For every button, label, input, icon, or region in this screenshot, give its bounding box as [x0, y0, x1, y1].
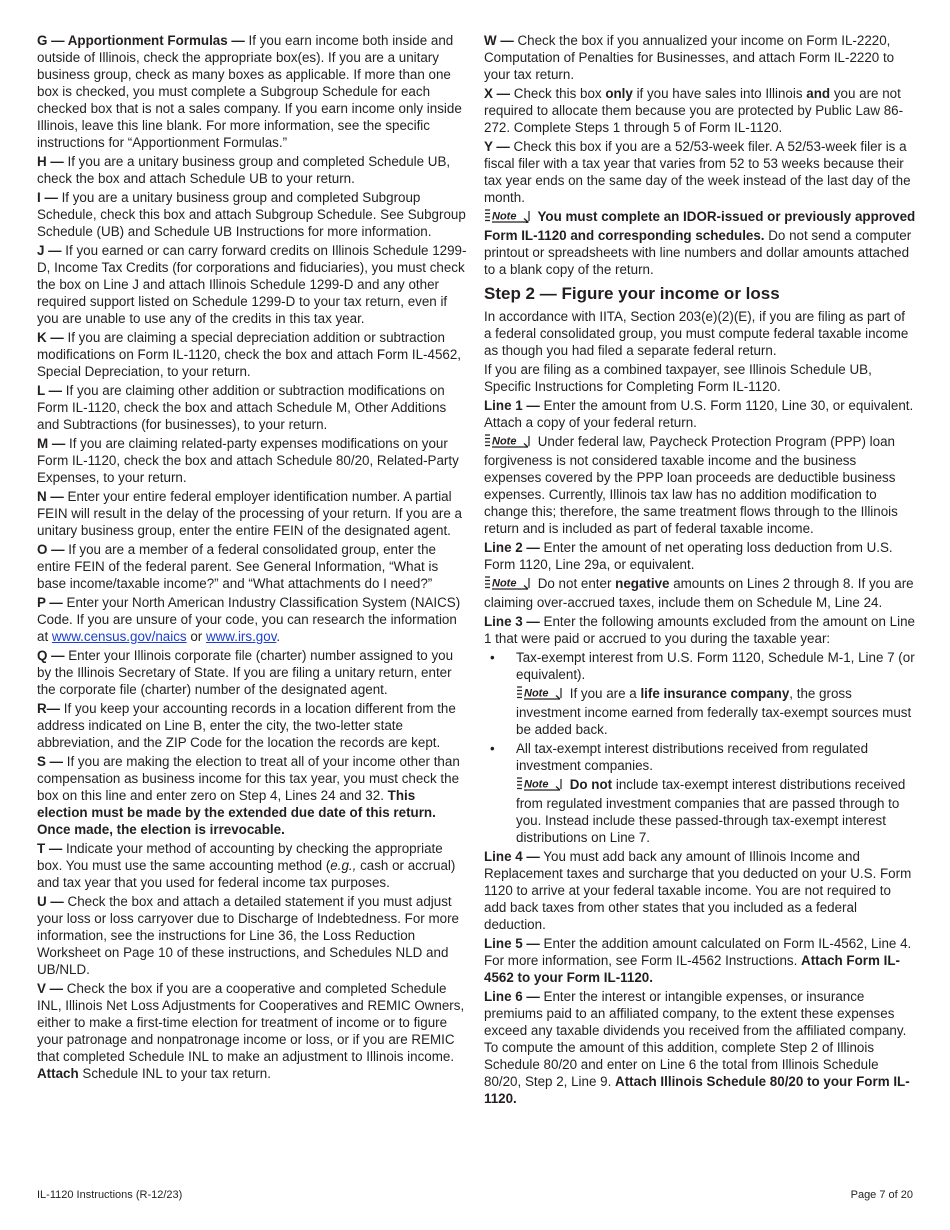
line-s-paragraph: S — If you are making the election to treat all of your income other than compensation as business income for this tax year, you must check the box on this line and enter zero on Step 4, Lines 24 and 32. This election must be made by the extended due date of this return. Once made, the election is irrevocable.: [37, 754, 460, 837]
line-q-paragraph: Q — Enter your Illinois corporate file (charter) number assigned to you by the Illinois Secretary of State. If you are filing a unitary return, enter the corporate file (charter) number of the designated agent.: [37, 648, 454, 697]
footer-page-number: Page 7 of 20: [850, 1189, 913, 1201]
step-2-combined: If you are filing as a combined taxpayer, see Illinois Schedule UB, Specific Instructions for Completing Form IL-1120.: [484, 362, 872, 394]
bullet: •: [490, 741, 495, 756]
list-item: • All tax-exempt interest distributions received from regulated investment companies. Note Do not include tax-exempt interest distributions received from regulated investment companies that are passed through to you. Instead include these passed-through tax-exempt interest distributions on Line 7.: [484, 740, 916, 846]
line-y-paragraph: Y — Check this box if you are a 52/53-week filer. A 52/53-week filer is a fiscal filer with a tax year that varies from 52 to 53 weeks because their tax year ends on the same day of the week instead of the last day of the month.: [484, 139, 911, 205]
line-o-paragraph: O — If you are a member of a federal consolidated group, enter the entire FEIN of the federal parent. See General Information, “What is base income/taxable income?” and “What attachments do I need?”: [37, 542, 439, 591]
line-u-paragraph: U — Check the box and attach a detailed statement if you must adjust your loss or loss carryover due to Discharge of Indebtedness. For more information, see the instructions for Line 36, the Loss Reduction Worksheet on Page 10 of these instructions, and Schedules NLD and UB/NLD.: [37, 894, 459, 977]
line-l-paragraph: L — If you are claiming other addition or subtraction modifications on Form IL-1120, check the box and attach Schedule M, Other Additions and Subtractions (for businesses), to your return.: [37, 383, 447, 432]
line-h-paragraph: H — If you are a unitary business group and completed Schedule UB, check the box and attach Schedule UB to your return.: [37, 154, 451, 186]
note-icon: [516, 777, 564, 795]
line-1-paragraph: Line 1 — Enter the amount from U.S. Form 1120, Line 30, or equivalent. Attach a copy of your federal return.: [484, 398, 914, 430]
line-j-paragraph: J — If you earned or can carry forward credits on Illinois Schedule 1299-D, Income Tax Credits (for corporations and fiduciaries), you must check the box on Line J and attach Illinois Schedule 1299-D and any other required support listed on Schedule 1299-D to your tax return, even if you are unable to use any of the credits in this tax year.: [37, 243, 467, 326]
line-i-paragraph: I — If you are a unitary business group and completed Subgroup Schedule, check this box and attach Subgroup Schedule. See Subgroup Schedule (UB) and Schedule UB Instructions for more information.: [37, 190, 466, 239]
step-2-heading: Step 2 — Figure your income or loss: [484, 284, 780, 303]
bullet: •: [490, 650, 495, 665]
right-column: [484, 32, 916, 1109]
svg-text:Note: Note: [492, 577, 517, 590]
line-v-paragraph: V — Check the box if you are a cooperative and completed Schedule INL, Illinois Net Loss Adjustments for Cooperatives and REMIC Owners, either to make a first-time election for treatment of income or to figure your patronage and nonpatronage income or loss, or if you are REMIC that completed Schedule INL to make an adjustment to Illinois income. Attach Schedule INL to your tax return.: [37, 981, 465, 1081]
note-negative: Note Do not enter negative amounts on Lines 2 through 8. If you are claiming over-accrued taxes, include them on Schedule M, Line 24.: [484, 576, 914, 610]
note-ppp: Note Under federal law, Paycheck Protection Program (PPP) loan forgiveness is not considered taxable income and the business expenses covered by the PPP loan proceeds are deductible business expenses. Currently, Illinois tax law has no addition modification to change this; therefore, the same treatment flows through to the Illinois return and is included as part of federal taxable income.: [484, 434, 898, 536]
line-3-list: [484, 649, 916, 846]
line-x-paragraph: X — Check this box only if you have sales into Illinois and you are not required to allocate them because you are protected by Public Law 86-272. Complete Steps 1 through 5 of Form IL-1120.: [484, 86, 904, 135]
note-life-insurance: Note If you are a life insurance company, the gross investment income earned from federally tax-exempt sources must be added back.: [516, 686, 912, 737]
note-passed-through: Note Do not include tax-exempt interest distributions received from regulated investment companies that are passed through to you. Instead include these passed-through tax-exempt interest distributions on Line 7.: [516, 777, 906, 845]
step-2-intro: In accordance with IITA, Section 203(e)(2)(E), if you are filing as part of a federal consolidated group, you must compute federal taxable income as though you had filed a separate federal return.: [484, 309, 909, 358]
irs-gov-link[interactable]: www.irs.gov: [205, 629, 277, 644]
svg-text:Note: Note: [524, 687, 549, 700]
line-5-paragraph: Line 5 — Enter the addition amount calculated on Form IL-4562, Line 4. For more information, see Form IL-4562 Instructions. Attach Form IL-4562 to your Form IL-1120.: [484, 936, 912, 985]
note-icon: [484, 434, 532, 452]
list-item: • Tax-exempt interest from U.S. Form 1120, Schedule M-1, Line 7 (or equivalent). Note If you are a life insurance company, the gross investment income earned from federally tax-exempt sources must be added back.: [490, 650, 915, 737]
line-2-paragraph: Line 2 — Enter the amount of net operating loss deduction from U.S. Form 1120, Line 29a, or equivalent.: [484, 540, 893, 572]
line-t-paragraph: T — Indicate your method of accounting by checking the appropriate box. You must use the same accounting method (e.g., cash or accrual) and tax year that you used for federal income tax purposes.: [37, 841, 456, 890]
line-4-paragraph: Line 4 — You must add back any amount of Illinois Income and Replacement taxes and surcharge that you deducted on your U.S. Form 1120 to arrive at your federal taxable income. You are not required to add back taxes from other states that you included as a federal deduction.: [484, 849, 912, 932]
census-naics-link[interactable]: www.census.gov/naics: [51, 629, 187, 644]
line-n-paragraph: N — Enter your entire federal employer identification number. A partial FEIN will result in the delay of the processing of your return. If you are a unitary business group, enter the entire FEIN of the designated agent.: [37, 489, 462, 538]
line-w-paragraph: W — Check the box if you annualized your income on Form IL-2220, Computation of Penalties for Businesses, and attach Form IL-2220 to your tax return.: [484, 33, 895, 82]
svg-text:Note: Note: [524, 778, 549, 791]
svg-text:Note: Note: [492, 210, 517, 223]
footer-form-id: IL-1120 Instructions (R-12/23): [37, 1189, 183, 1201]
note-icon: [484, 576, 532, 594]
line-g-paragraph: G — Apportionment Formulas — If you earn income both inside and outside of Illinois, check the appropriate box(es). If you are a unitary business group, check as many boxes as applicable. If more than one box is checked, you must complete a Subgroup Schedule for each checked box that is not a sales company. If you earn income only inside Illinois, leave this line blank. For more information, see the specific instructions for “Apportionment Formulas.”: [37, 33, 462, 150]
note-icon: [484, 209, 532, 227]
left-column: [37, 32, 469, 1084]
line-k-paragraph: K — If you are claiming a special depreciation addition or subtraction modifications on Form IL-1120, check the box and attach Form IL-4562, Special Depreciation, to your return.: [37, 330, 462, 379]
svg-text:Note: Note: [492, 435, 517, 448]
line-6-paragraph: Line 6 — Enter the interest or intangible expenses, or insurance premiums paid to an affiliated company, to the extent these expenses exceed any taxable dividends you received from the affiliated company. To compute the amount of this addition, complete Step 2 of Illinois Schedule 80/20 and enter on Line 6 the total from Illinois Schedule 80/20, Step 2, Line 9. Attach Illinois Schedule 80/20 to your Form IL-1120.: [484, 989, 910, 1106]
line-3-paragraph: Line 3 — Enter the following amounts excluded from the amount on Line 1 that were paid or accrued to you during the taxable year:: [484, 614, 915, 646]
line-p-paragraph: P — Enter your North American Industry Classification System (NAICS) Code. If you are unsure of your code, you can research the information at www.census.gov/naics or www.irs.gov.: [37, 595, 461, 644]
line-r-paragraph: R— If you keep your accounting records in a location different from the address indicated on Line B, enter the city, the two-letter state abbreviation, and the ZIP Code for the location the records are kept.: [37, 701, 456, 750]
line-m-paragraph: M — If you are claiming related-party expenses modifications on your Form IL-1120, check the box and attach Schedule 80/20, Related-Party Expenses, to your return.: [37, 436, 459, 485]
note-icon: [516, 686, 564, 704]
note-idor-form: Note You must complete an IDOR-issued or previously approved Form IL-1120 and corresponding schedules. Do not send a computer printout or spreadsheets with line numbers and dollar amounts attached to a blank copy of the return.: [484, 209, 916, 277]
